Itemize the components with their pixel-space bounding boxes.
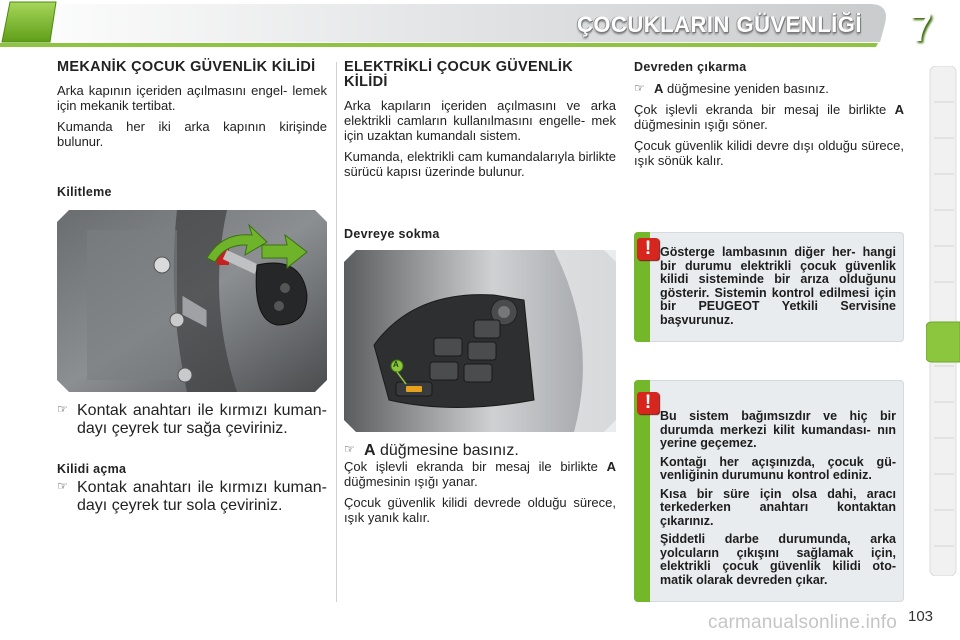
deactivate-light-text: düğmesinin ışığı söner.	[634, 117, 768, 132]
deactivate-instruction-text: düğmesine yeniden basınız.	[663, 81, 829, 96]
button-a-reference: A	[606, 459, 616, 474]
activate-instruction-text: düğmesine basınız.	[375, 442, 519, 459]
door-latch-photo	[57, 210, 327, 392]
warning-box-safety	[634, 380, 904, 602]
chapter-badge	[0, 0, 60, 44]
warning-box-fault	[634, 232, 904, 342]
lock-instruction	[57, 402, 327, 438]
deactivate-status-text: Çocuk güvenlik kilidi devre dışı olduğu sürece, ışık sönük kalır.	[634, 138, 904, 168]
warning-exclamation-icon: !	[637, 238, 659, 260]
pointing-hand-icon: ☞	[57, 402, 68, 416]
warning-fault-text: Gösterge lambasının diğer her- hangi bir durumu elektrikli çocuk güvenlik kilidi sisteminde bir arıza olduğunu gösterir. Sistemin kontrol edilmesi için bir PEUGEOT Yetkili Servisine başvurunuz.	[660, 245, 896, 327]
mechanical-lock-intro: Arka kapının içeriden açılmasını engel- lemek için mekanik tertibat.	[57, 83, 327, 113]
page-title: ÇOCUKLARIN GÜVENLİĞİ	[577, 12, 862, 37]
watermark-text: carmanualsonline.info	[708, 612, 898, 633]
activate-heading: Devreye sokma	[344, 227, 440, 241]
electric-lock-intro: Arka kapıların içeriden açılmasını ve arka elektrikli camların kullanılmasını engelle- mek için uzaktan kumandalı sistem.	[344, 98, 616, 143]
deactivate-message-text: Çok işlevli ekranda bir mesaj ile birlikte	[634, 102, 895, 117]
warning-check-status: Kontağı her açışınızda, çocuk gü- venliğinin durumunu kontrol ediniz.	[660, 454, 896, 482]
electric-lock-section	[344, 60, 616, 185]
button-a-reference: A	[364, 442, 376, 459]
warning-safety-text	[660, 410, 896, 592]
deactivate-instruction	[634, 81, 904, 96]
pointing-hand-icon: ☞	[634, 81, 645, 95]
activate-instruction	[344, 442, 616, 460]
unlock-instruction-text: Kontak anahtarı ile kırmızı kuman- dayı çeyrek tur sola çeviriniz.	[77, 479, 327, 514]
deactivate-heading: Devreden çıkarma	[634, 60, 747, 74]
chapter-number: 7	[909, 6, 933, 50]
activate-light-text: düğmesinin ışığı yanar.	[344, 474, 478, 489]
activate-message-text: Çok işlevli ekranda bir mesaj ile birlikte	[344, 459, 607, 474]
window-switch-panel-photo	[344, 250, 616, 432]
lock-instruction-text: Kontak anahtarı ile kırmızı kuman- dayı çeyrek tur sağa çeviriniz.	[77, 402, 327, 437]
page-number: 103	[908, 608, 934, 625]
activate-status-text: Çocuk güvenlik kilidi devrede olduğu sürece, ışık yanık kalır.	[344, 495, 616, 525]
button-a-reference: A	[654, 81, 664, 96]
warning-remove-key: Kısa bir süre için olsa dahi, aracı terkederken anahtarı kontaktan çıkarınız.	[660, 486, 896, 528]
mechanical-lock-section	[57, 60, 327, 155]
deactivate-section	[634, 60, 904, 174]
pointing-hand-icon: ☞	[344, 442, 355, 456]
electric-lock-location: Kumanda, elektrikli cam kumandalarıyla birlikte sürücü kapısı üzerinde bulunur.	[344, 149, 616, 179]
button-a-reference: A	[894, 102, 904, 117]
page-header	[0, 0, 960, 50]
chapter-tabs	[926, 66, 960, 576]
lock-heading: Kilitleme	[57, 185, 112, 199]
electric-lock-heading: ELEKTRİKLİ ÇOCUK GÜVENLİK KİLİDİ	[344, 59, 574, 90]
column-divider	[336, 62, 337, 602]
button-a-label: A	[393, 360, 399, 369]
pointing-hand-icon: ☞	[57, 479, 68, 493]
activate-details	[344, 459, 616, 531]
mechanical-lock-heading: MEKANİK ÇOCUK GÜVENLİK KİLİDİ	[57, 59, 316, 75]
warning-independent-system: Bu sistem bağımsızdır ve hiç bir durumda merkezi kilit kumandası- nın yerine geçemez.	[660, 409, 896, 450]
chapter-tab-rail	[926, 66, 960, 576]
unlock-heading: Kilidi açma	[57, 462, 127, 476]
warning-impact-release: Şiddetli darbe durumunda, arka yolcuların çıkışını sağlamak için, elektrikli çocuk güvenlik kilidi oto- matik olarak devreden çıkar.	[660, 532, 896, 587]
active-chapter-tab	[926, 322, 960, 362]
mechanical-lock-location: Kumanda her iki arka kapının kirişinde bulunur.	[57, 119, 327, 149]
unlock-instruction	[57, 479, 327, 515]
warning-exclamation-icon: !	[637, 392, 659, 414]
